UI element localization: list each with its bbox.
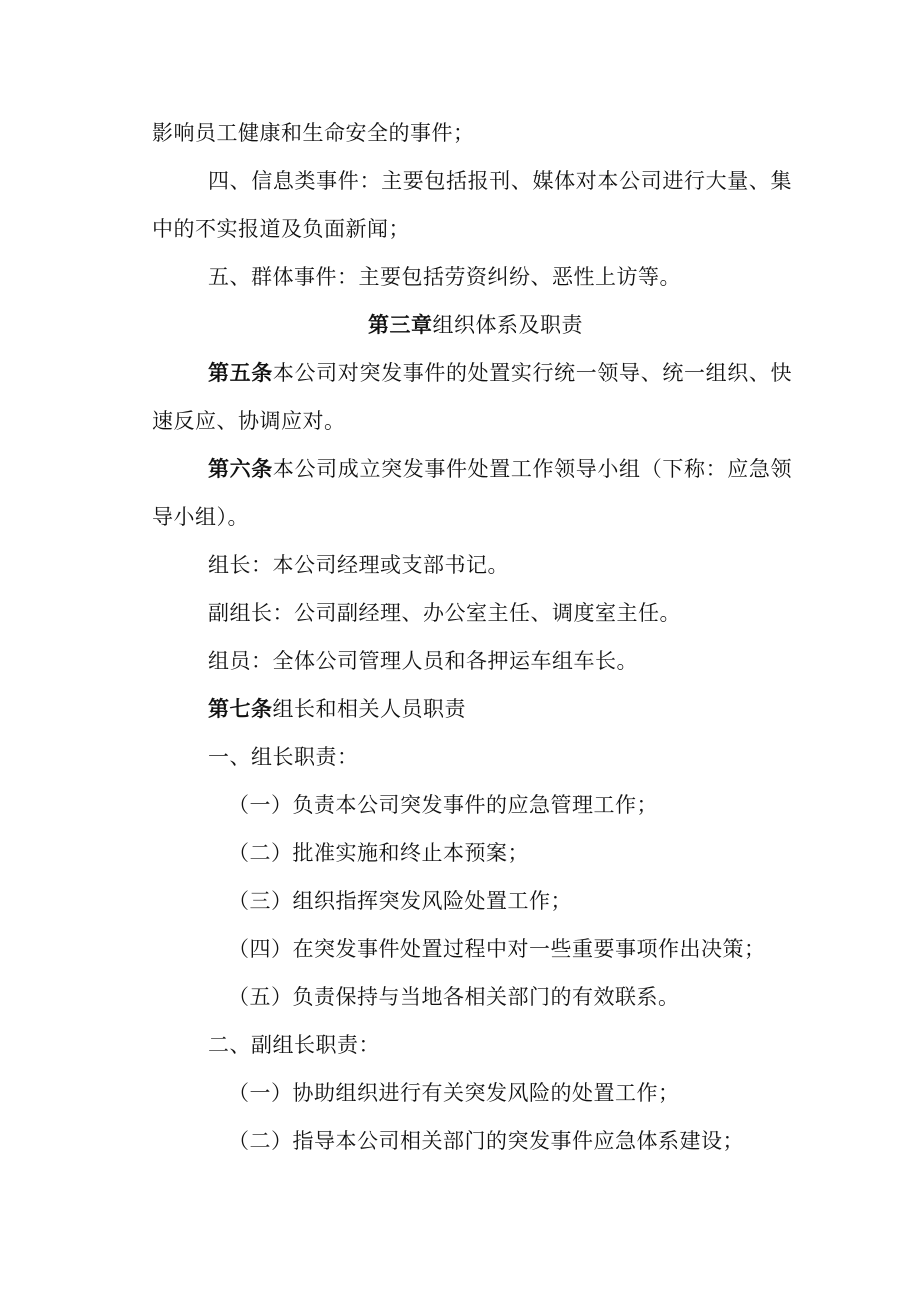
section-1-item-3: （三）组织指挥突发风险处置工作； <box>228 889 572 913</box>
deputy-line: 副组长：公司副经理、办公室主任、调度室主任。 <box>208 601 681 625</box>
section-1-item-1: （一）负责本公司突发事件的应急管理工作； <box>228 793 658 817</box>
section-1-item-4: （四）在突发事件处置过程中对一些重要事项作出决策； <box>228 937 766 961</box>
leader-line: 组长：本公司经理或支部书记。 <box>208 553 509 577</box>
paragraph-continuation: 影响员工健康和生命安全的事件； <box>152 121 475 145</box>
article-5-line2: 速反应、协调应对。 <box>152 409 346 433</box>
chapter-title: 组织体系及职责 <box>432 313 583 337</box>
article-6-label: 第六条 <box>208 456 273 481</box>
article-6-line1 <box>208 454 792 484</box>
article-7-label: 第七条 <box>208 696 273 721</box>
paragraph-info-events-line1: 四、信息类事件：主要包括报刊、媒体对本公司进行大量、集 <box>208 169 792 193</box>
article-7-text: 组长和相关人员职责 <box>272 697 466 721</box>
chapter-heading <box>368 310 583 340</box>
article-5-text: 本公司对突发事件的处置实行统一领导、统一组织、快 <box>272 361 793 385</box>
section-1-title: 一、组长职责： <box>208 745 359 769</box>
article-6-line2: 导小组）。 <box>152 505 249 529</box>
paragraph-group-events: 五、群体事件：主要包括劳资纠纷、恶性上访等。 <box>208 265 681 289</box>
chapter-number: 第三章 <box>368 312 433 337</box>
section-2-item-2: （二）指导本公司相关部门的突发事件应急体系建设； <box>228 1129 744 1153</box>
article-7 <box>208 694 466 724</box>
article-6-text: 本公司成立突发事件处置工作领导小组（下称：应急领 <box>272 457 793 481</box>
members-line: 组员：全体公司管理人员和各押运车组车长。 <box>208 649 638 673</box>
section-1-item-5: （五）负责保持与当地各相关部门的有效联系。 <box>228 985 680 1009</box>
article-5-label: 第五条 <box>208 360 273 385</box>
paragraph-info-events-line2: 中的不实报道及负面新闻； <box>152 217 410 241</box>
article-5-line1 <box>208 358 792 388</box>
section-2-title: 二、副组长职责： <box>208 1033 380 1057</box>
section-1-item-2: （二）批准实施和终止本预案； <box>228 841 529 865</box>
section-2-item-1: （一）协助组织进行有关突发风险的处置工作； <box>228 1081 680 1105</box>
